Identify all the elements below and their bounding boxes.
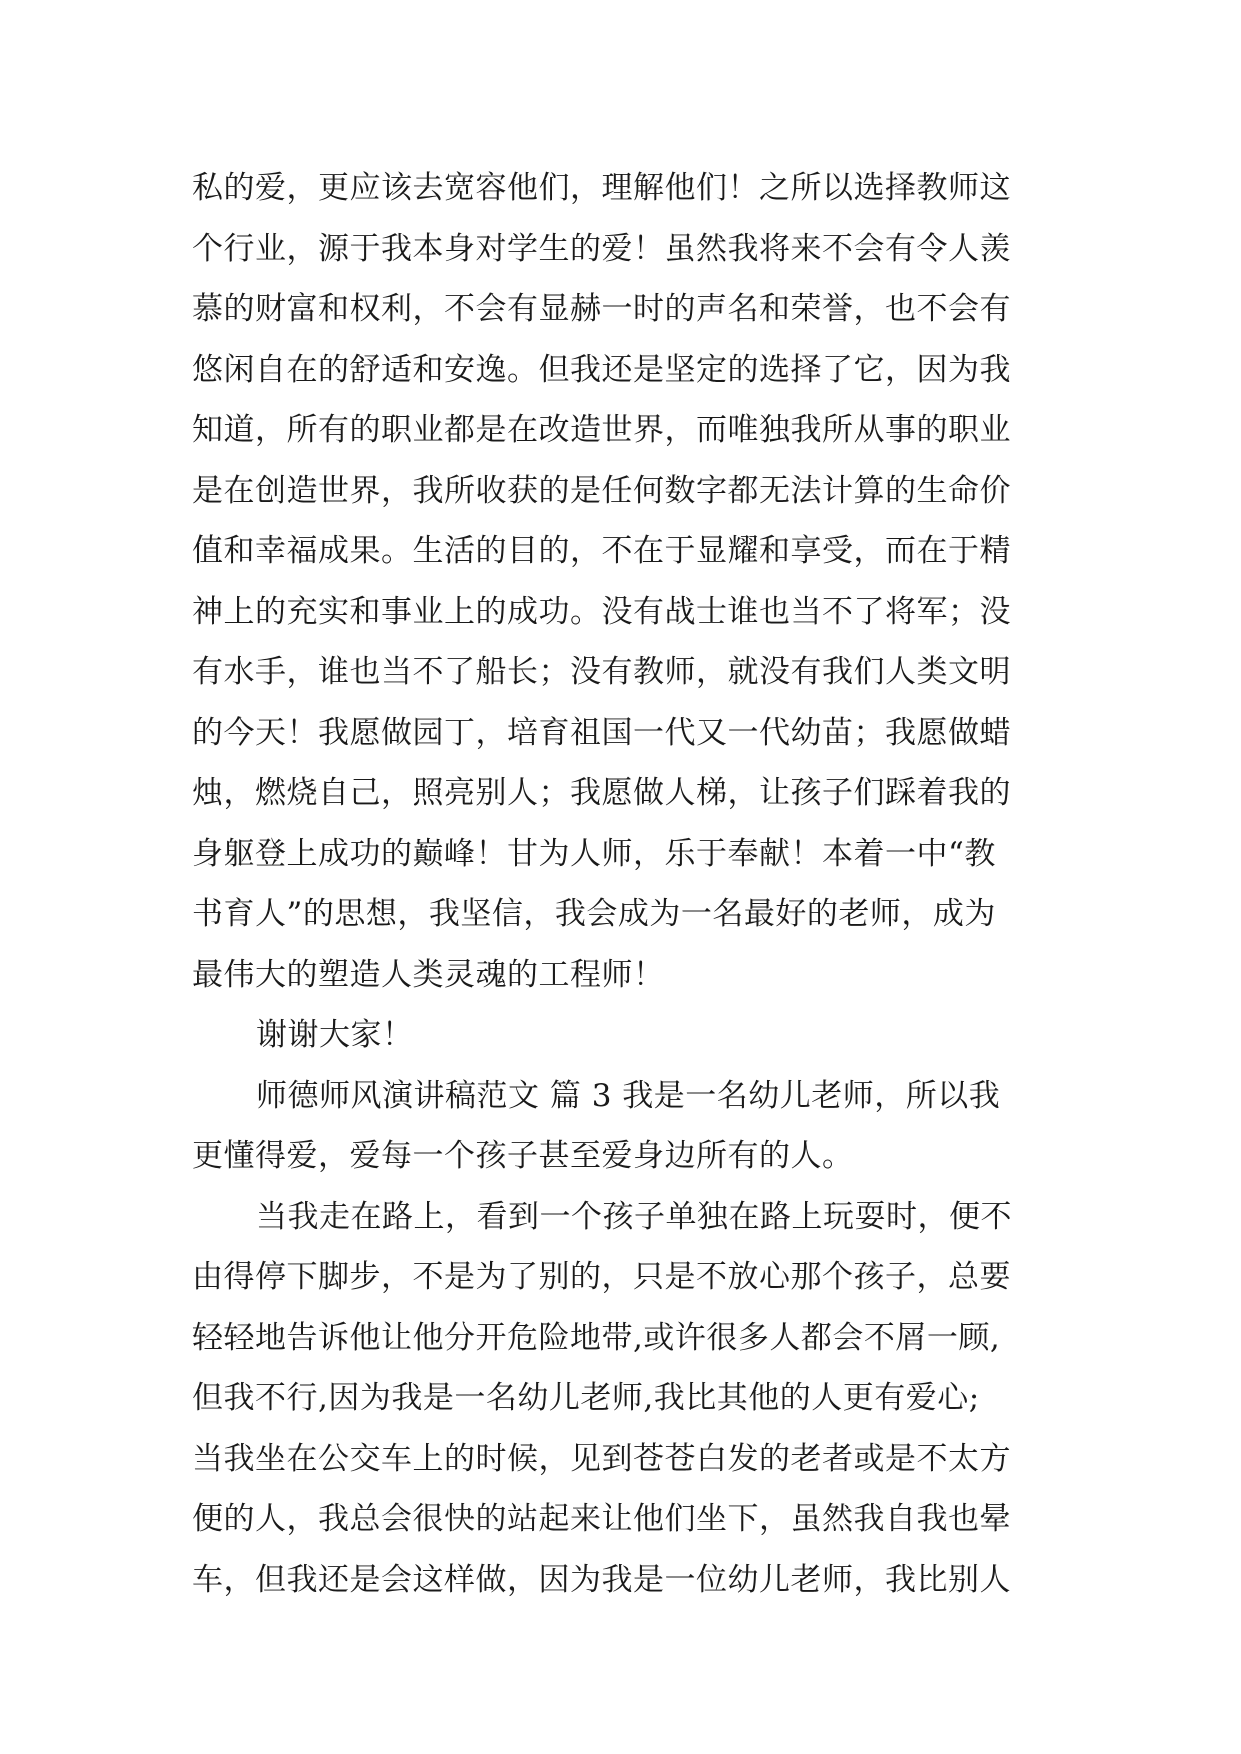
text-line: 更懂得爱，爱每一个孩子甚至爱身边所有的人。	[192, 1138, 854, 1174]
text-line: 个行业，源于我本身对学生的爱！虽然我将来不会有令人羡	[192, 230, 1011, 267]
text-line: 便的人，我总会很快的站起来让他们坐下，虽然我自我也晕	[192, 1501, 1011, 1537]
text-line: 的今天！我愿做园丁，培育祖国一代又一代幼苗；我愿做蜡	[192, 714, 1011, 751]
text-line: 身躯登上成功的巅峰！甘为人师，乐于奉献！本着一中“教	[192, 835, 996, 872]
text-line: 值和幸福成果。生活的目的，不在于显耀和享受，而在于精	[192, 533, 1011, 569]
text-line: 最伟大的塑造人类灵魂的工程师！	[192, 956, 665, 993]
text-line: 有水手，谁也当不了船长；没有教师，就没有我们人类文明	[192, 654, 1011, 690]
text-line: 轻轻地告诉他让他分开危险地带,或许很多人都会不屑一顾,	[192, 1319, 1001, 1356]
text-line: 当我走在路上，看到一个孩子单独在路上玩耍时，便不	[256, 1198, 1012, 1235]
text-line: 书育人”的思想，我坚信，我会成为一名最好的老师，成为	[192, 896, 996, 932]
text-line: 由得停下脚步，不是为了别的，只是不放心那个孩子，总要	[192, 1259, 1011, 1295]
text-line: 是在创造世界，我所收获的是任何数字都无法计算的生命价	[192, 472, 1011, 509]
text-line: 师德师风演讲稿范文 篇 3 我是一名幼儿老师，所以我	[256, 1077, 1001, 1114]
text-line: 谢谢大家！	[256, 1017, 414, 1053]
text-line: 悠闲自在的舒适和安逸。但我还是坚定的选择了它，因为我	[192, 351, 1011, 388]
text-line: 当我坐在公交车上的时候，见到苍苍白发的老者或是不太方	[192, 1440, 1011, 1477]
text-line: 私的爱，更应该去宽容他们，理解他们！之所以选择教师这	[192, 170, 1011, 206]
text-line: 神上的充实和事业上的成功。没有战士谁也当不了将军；没	[192, 593, 1011, 630]
text-line: 知道，所有的职业都是在改造世界，而唯独我所从事的职业	[192, 412, 1011, 448]
text-line: 慕的财富和权利，不会有显赫一时的声名和荣誉，也不会有	[192, 291, 1011, 327]
text-line: 烛，燃烧自己，照亮别人；我愿做人梯，让孩子们踩着我的	[192, 775, 1011, 811]
text-line: 但我不行,因为我是一名幼儿老师,我比其他的人更有爱心;	[192, 1380, 980, 1416]
text-line: 车，但我还是会这样做，因为我是一位幼儿老师，我比别人	[192, 1561, 1011, 1598]
body-text	[192, 158, 1048, 1610]
